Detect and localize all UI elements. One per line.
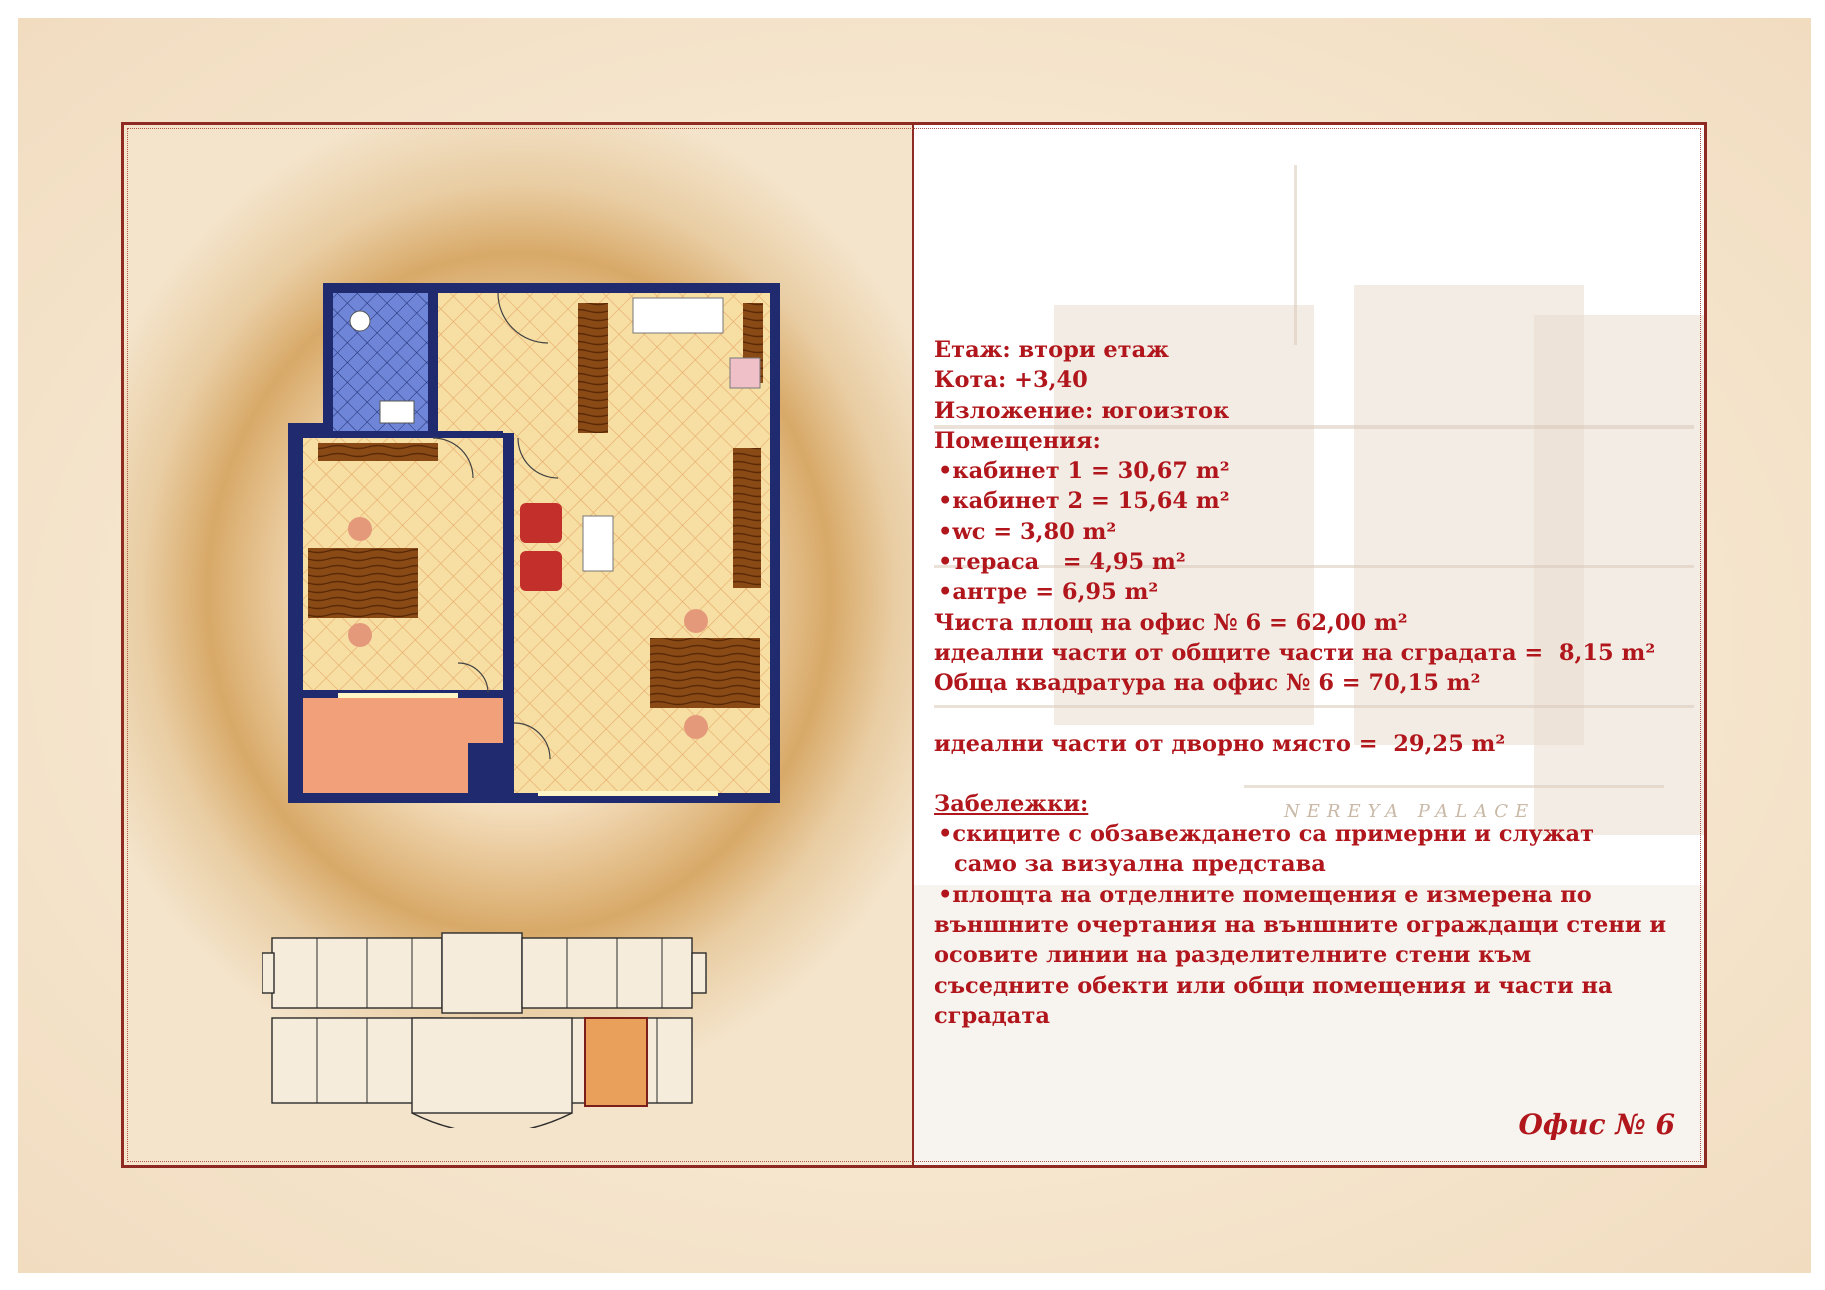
room-item: •антре = 6,95 m² (938, 579, 1159, 606)
note-line: външните очертания на външните ограждащи стени и (934, 912, 1667, 939)
room-item: •тераса = 4,95 m² (938, 549, 1186, 576)
room-item: •wc = 3,80 m² (938, 518, 1117, 545)
kitchen-sink (633, 298, 723, 333)
building-sign: NEREYA PALACE (1284, 801, 1536, 822)
building-site-plan (262, 918, 767, 1128)
highlighted-office-6 (585, 1018, 647, 1106)
yard-parts-line: идеални части от дворно място = 29,25 m² (934, 730, 1506, 757)
note-line: осовите линии на разделителните стени към (934, 942, 1532, 969)
sink-icon (380, 401, 414, 423)
armchair (520, 503, 562, 543)
bookcase (733, 448, 761, 588)
chair (348, 517, 372, 541)
note-line: само за визуална представа (954, 851, 1326, 878)
coffee-table (583, 516, 613, 571)
room-item: •кабинет 1 = 30,67 m² (938, 458, 1230, 485)
wardrobe (578, 303, 608, 433)
common-parts-line: идеални части от общите части на сградата = 8,15 m² (934, 639, 1656, 666)
total-area-line: Обща квадратура на офис № 6 = 70,15 m² (934, 670, 1481, 697)
note-line: •площта на отделните помещения е измерена по (938, 881, 1592, 908)
cabinet-1-room (514, 433, 770, 793)
note-line: сградата (934, 1002, 1050, 1029)
floor-line: Етаж: втори етаж (934, 337, 1169, 363)
notes-heading: Забележки: (934, 790, 1089, 817)
armchair (520, 551, 562, 591)
net-area-line: Чиста площ на офис № 6 = 62,00 m² (934, 609, 1408, 636)
note-line: •скиците с обзавеждането са примерни и служат (938, 821, 1595, 848)
exposure-line: Изложение: югоизток (934, 397, 1230, 424)
office-floor-plan (288, 283, 780, 803)
desk-cabinet-2 (308, 548, 418, 618)
toilet-icon (350, 311, 370, 331)
office-number-label: Офис № 6 (1518, 1108, 1675, 1141)
stove-icon (730, 358, 760, 388)
chair (348, 623, 372, 647)
elevation-line: Кота: +3,40 (934, 367, 1088, 394)
desk-cabinet-1 (650, 638, 760, 708)
office-details (934, 335, 1694, 1031)
room-item: •кабинет 2 = 15,64 m² (938, 488, 1230, 515)
chair (684, 715, 708, 739)
note-line: съседните обекти или общи помещения и части на (934, 972, 1613, 999)
chair (684, 609, 708, 633)
shelf-cabinet-2 (318, 443, 438, 461)
rooms-heading: Помещения: (934, 427, 1101, 454)
